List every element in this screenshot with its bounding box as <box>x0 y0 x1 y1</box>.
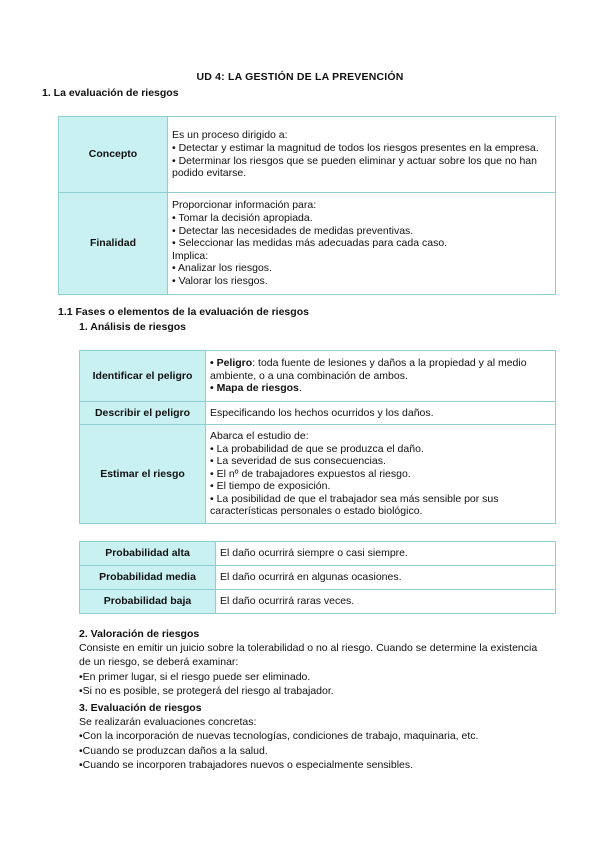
text-line: Implica: <box>172 249 209 262</box>
row-value <box>168 193 556 295</box>
row-value <box>206 425 556 524</box>
text-line: Abarca el estudio de: <box>210 429 309 442</box>
text-line: Proporcionar información para: <box>172 199 317 212</box>
row-key: Identificar el peligro <box>80 351 206 402</box>
section-heading-evaluacion-riesgos: 3. Evaluación de riesgos <box>79 702 202 714</box>
term-peligro: • Peligro <box>210 357 253 370</box>
row-key: Estimar el riesgo <box>80 425 206 524</box>
text-line: •Con la incorporación de nuevas tecnologías, condiciones de trabajo, maquinaria, etc. <box>79 730 479 743</box>
row-key: Finalidad <box>59 193 168 295</box>
table-row <box>80 425 556 524</box>
text-line: •Cuando se incorporen trabajadores nuevos o especialmente sensibles. <box>79 758 414 771</box>
table-row <box>80 590 556 614</box>
section-heading-valoracion: 2. Valoración de riesgos <box>79 628 200 640</box>
table-row <box>59 117 556 193</box>
analysis-table <box>79 350 556 524</box>
row-value: El daño ocurrirá siempre o casi siempre. <box>216 542 556 566</box>
text-line: • El tiempo de exposición. <box>210 480 331 493</box>
section-heading-evaluacion: 1. La evaluación de riesgos <box>42 87 179 99</box>
text-line: Consiste en emitir un juicio sobre la tolerabilidad o no al riesgo. Cuando se determine la existencia de un riesgo, se deberá examinar: <box>79 642 538 669</box>
text-line: • Detectar las necesidades de medidas preventivas. <box>172 224 414 237</box>
term-end: . <box>298 382 302 395</box>
table-row <box>59 193 556 295</box>
text-line: • La posibilidad de que el trabajador sea más sensible por sus características personales o estado biológico. <box>210 492 499 518</box>
text-line: •Si no es posible, se protegerá del riesgo al trabajador. <box>79 684 334 697</box>
row-key: Describir el peligro <box>80 402 206 425</box>
row-value <box>206 351 556 402</box>
text-line: • Analizar los riesgos. <box>172 262 272 275</box>
row-value: El daño ocurrirá raras veces. <box>216 590 556 614</box>
row-key: Probabilidad alta <box>80 542 216 566</box>
text-line: • Valorar los riesgos. <box>172 274 268 287</box>
section-heading-fases: 1.1 Fases o elementos de la evaluación de riesgos <box>58 306 309 318</box>
text-line: • El nº de trabajadores expuestos al riesgo. <box>210 467 411 480</box>
table-row <box>80 402 556 425</box>
row-key: Concepto <box>59 117 168 193</box>
text-line: Es un proceso dirigido a: <box>172 129 288 142</box>
text-line: •En primer lugar, si el riesgo puede ser eliminado. <box>79 670 311 683</box>
text-line: •Cuando se produzcan daños a la salud. <box>79 744 268 757</box>
valoracion-section <box>79 627 549 698</box>
row-key: Probabilidad baja <box>80 590 216 614</box>
evaluacion-section <box>79 701 549 772</box>
table-row <box>80 566 556 590</box>
definition-peligro: : toda fuente de lesiones y daños a la propiedad y al medio ambiente, o a una combinación de ambos. <box>210 357 527 382</box>
text-line: Se realizarán evaluaciones concretas: <box>79 716 257 729</box>
text-line: • Tomar la decisión apropiada. <box>172 212 313 225</box>
page-title: UD 4: LA GESTIÓN DE LA PREVENCIÓN <box>196 71 404 83</box>
text-line: • Seleccionar las medidas más adecuadas para cada caso. <box>172 237 448 250</box>
table-row <box>80 542 556 566</box>
concept-table <box>58 116 556 295</box>
term-mapa-riesgos: • Mapa de riesgos <box>210 382 299 395</box>
text-line: • La probabilidad de que se produzca el daño. <box>210 442 424 455</box>
probability-table <box>79 541 556 614</box>
text-line: • Detectar y estimar la magnitud de todos los riesgos presentes en la empresa. <box>172 141 539 154</box>
table-row <box>80 351 556 402</box>
row-value: El daño ocurrirá en algunas ocasiones. <box>216 566 556 590</box>
text-line: • Determinar los riesgos que se pueden eliminar y actuar sobre los que no han podido evitarse. <box>172 154 537 180</box>
text-line: • La severidad de sus consecuencias. <box>210 455 386 468</box>
row-value <box>168 117 556 193</box>
subsection-heading-analisis: 1. Análisis de riesgos <box>79 321 186 333</box>
row-value: Especificando los hechos ocurridos y los daños. <box>206 402 556 425</box>
row-key: Probabilidad media <box>80 566 216 590</box>
